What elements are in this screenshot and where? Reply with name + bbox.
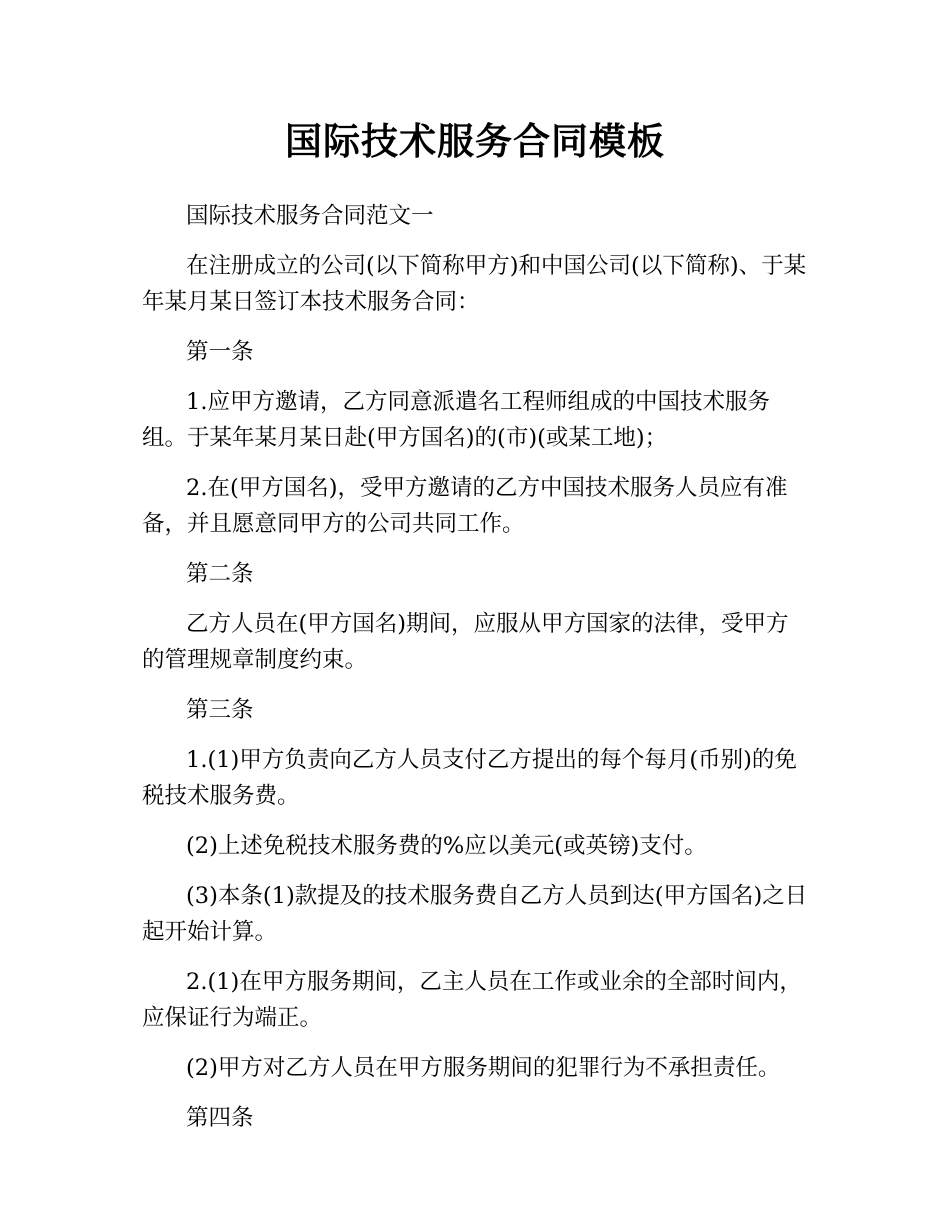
document-body [142,198,810,1150]
article-heading: 第四条 [186,1105,254,1131]
paragraph: 国际技术服务合同范文一 [186,203,434,229]
article-heading: 第二条 [186,561,254,587]
article-heading: 第三条 [186,697,254,723]
paragraph: 1.(1)甲方负责向乙方人员支付乙方提出的每个每月(币别)的免税技术服务费。 [142,747,797,809]
article-heading: 第一条 [186,339,254,365]
document-title: 国际技术服务合同模板 [285,120,665,163]
paragraph: 2.(1)在甲方服务期间，乙主人员在工作或业余的全部时间内，应保证行为端正。 [142,969,802,1031]
paragraph: (2)甲方对乙方人员在甲方服务期间的犯罪行为不承担责任。 [186,1055,781,1081]
paragraph: (3)本条(1)款提及的技术服务费自乙方人员到达(甲方国名)之日起开始计算。 [142,883,808,945]
paragraph: (2)上述免税技术服务费的%应以美元(或英镑)支付。 [186,833,707,859]
paragraph: 1.应甲方邀请，乙方同意派遣名工程师组成的中国技术服务组。于某年某月某日赴(甲方国名)的(市)(或某工地)； [142,389,770,451]
paragraph: 2.在(甲方国名)，受甲方邀请的乙方中国技术服务人员应有准备，并且愿意同甲方的公司共同工作。 [142,475,788,537]
paragraph: 乙方人员在(甲方国名)期间，应服从甲方国家的法律，受甲方的管理规章制度约束。 [142,611,789,673]
paragraph: 在注册成立的公司(以下简称甲方)和中国公司(以下简称)、于某年某月某日签订本技术服务合同： [142,253,807,315]
